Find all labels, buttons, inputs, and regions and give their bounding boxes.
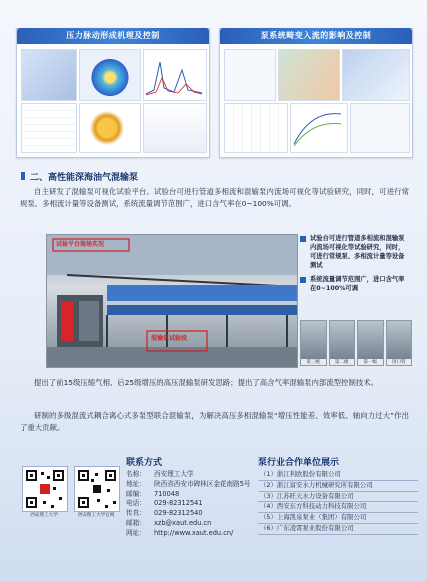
partners-title: 泵行业合作单位展示 <box>258 458 340 468</box>
contact-email-link[interactable]: xzb@xaut.edu.cn <box>154 518 212 527</box>
partner-item: （6）广东凌霄泵业股份有限公司 <box>258 524 418 535</box>
partner-item: （1）浙江利欧股份有限公司 <box>258 470 418 481</box>
pressure-curve-figure <box>21 103 77 153</box>
thumbnail-stage <box>329 320 356 366</box>
contact-value: 陕西省西安市碑林区金花南路5号 <box>154 479 251 488</box>
contact-list <box>126 470 256 539</box>
curve-lines <box>291 104 345 150</box>
rig-note-1: 试验台可进行管道多相流和混输泵内流场可视化等试验研究，同时，可进行常规泵、多相流计量等设备测试 <box>310 235 405 269</box>
qr-pattern <box>23 467 67 511</box>
rig-structure-drawing <box>47 235 297 367</box>
panel-title-left: 压力脉动形成机理及控制 <box>17 28 209 44</box>
thumbnail-label: 第二级 <box>330 359 355 365</box>
flow-field-contour-figure <box>79 49 141 101</box>
paragraph-contribution: 研制的多级混流式耦合离心式多泵型联合混输泵，为解决高压多相混输泵“增压性能差、效率低、轴向力过大”作出了重大贡献。 <box>20 411 409 432</box>
bullet-icon <box>300 277 306 283</box>
inflow-profile-figure <box>224 103 288 153</box>
thumbnail-label: 第一级 <box>358 359 383 365</box>
bullet-icon <box>300 236 306 242</box>
contact-row-email <box>126 519 256 529</box>
spectrum-lines <box>144 50 204 98</box>
contact-value: 029-82312540 <box>154 509 203 518</box>
thumbnail-stage <box>357 320 384 366</box>
rig-callout-top: 试验平台现场实况 <box>56 241 105 248</box>
contact-value: 029-82312541 <box>154 499 203 508</box>
contact-row-name <box>126 470 256 480</box>
thumbnail-label: 第三级 <box>301 359 326 365</box>
thumbnail-stage <box>386 320 413 366</box>
qr-pattern <box>75 467 119 511</box>
contact-row-postcode <box>126 490 256 500</box>
rig-callout-bottom: 混输泵试验段 <box>151 335 188 342</box>
partner-item: （2）浙江富安水力机械研究所有限公司 <box>258 481 418 492</box>
contact-web-link[interactable]: http://www.xaut.edu.cn/ <box>154 528 234 537</box>
test-rig-photo <box>46 234 298 368</box>
partner-item: （5）上海凯泉泵业（集团）有限公司 <box>258 513 418 524</box>
structure-chart-figure <box>143 103 207 153</box>
inflow-pipe-figure <box>342 49 410 101</box>
paragraph-pump-design: 提出了前15级压缩气相、后25级增压的高压混输泵研发思路；提出了高含气率混输泵内部流型控制技术。 <box>34 378 379 387</box>
rig-notes <box>300 234 408 298</box>
impeller-figure <box>79 103 141 153</box>
method-flowchart-figure <box>224 49 276 101</box>
contact-row-fax <box>126 509 256 519</box>
contact-key: 传真： <box>126 509 146 518</box>
control-scheme-figure <box>350 103 410 153</box>
contact-row-phone <box>126 499 256 509</box>
partners-list <box>258 470 418 535</box>
pump-inlet-model-figure <box>278 49 340 101</box>
pressure-pulsation-panel <box>16 28 210 158</box>
contact-key: 地址： <box>126 479 146 488</box>
contact-value: 710048 <box>154 489 180 498</box>
qr-code-right[interactable] <box>74 466 120 512</box>
stage-thumbnails <box>300 320 412 366</box>
thumbnail-label: 进口管 <box>387 359 412 365</box>
partner-item: （4）西安东方科技动力科技有限公司 <box>258 502 418 513</box>
spectrum-chart-figure <box>143 49 207 101</box>
rig-note-item <box>300 275 408 293</box>
rig-note-item <box>300 234 408 270</box>
qr-code-left[interactable] <box>22 466 68 512</box>
thumbnail-stage <box>300 320 327 366</box>
paragraph-platform: 自主研发了混输泵可视化试验平台。试验台可进行管道多相流和混输泵内流场可视化等试验研究，同时，可进行常规泵、多相流计量等设备测试，系统流量调节范围广，进口含气率在0~100%可调。 <box>20 187 409 208</box>
contact-row-address <box>126 480 256 490</box>
partner-item: （3）江苏旺天水力设备有限公司 <box>258 492 418 503</box>
rig-note-2: 系统流量调节范围广，进口含气率在0~100%可调 <box>310 276 405 292</box>
contact-key: 邮编： <box>126 489 146 498</box>
contact-key: 网址： <box>126 528 146 537</box>
qr-label-right: 西安理工大学官网 <box>77 513 115 518</box>
contact-value: 西安理工大学 <box>154 470 194 478</box>
contact-row-web <box>126 529 256 539</box>
pump-model-figure <box>21 49 77 101</box>
contact-key: 电话： <box>126 499 146 508</box>
qr-label-left: 西安理工大学 <box>30 513 58 518</box>
curve-chart-figure <box>290 103 348 153</box>
panel-title-right: 泵系统畸变入流的影响及控制 <box>220 28 412 44</box>
contact-title: 联系方式 <box>126 458 163 468</box>
distorted-inflow-panel <box>219 28 413 158</box>
contact-key: 邮箱： <box>126 518 146 527</box>
section-title: 二、高性能深海油气混输泵 <box>30 170 138 183</box>
contact-key: 名称： <box>126 470 146 478</box>
